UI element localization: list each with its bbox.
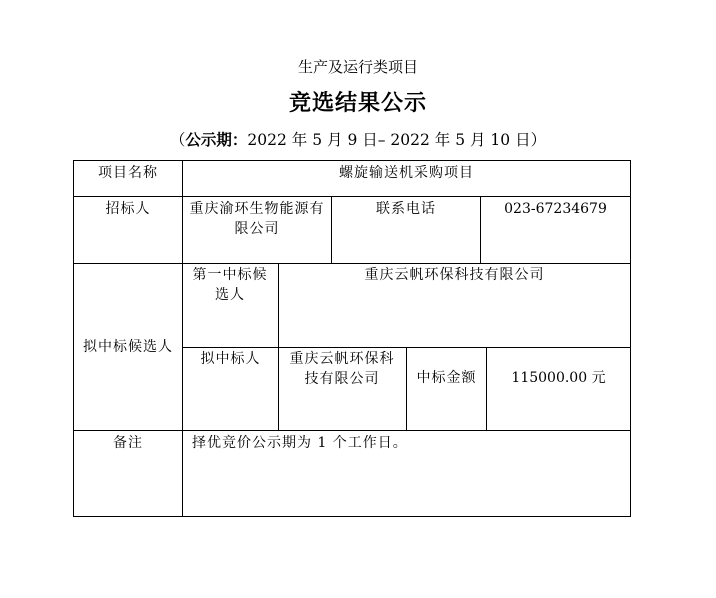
table-rule: [278, 263, 279, 430]
project-category: 生产及运行类项目: [297, 58, 418, 76]
remarks-label: 备注: [113, 435, 143, 451]
winner-value: 重庆云帆环保科技有限公司: [289, 351, 395, 387]
table-border-right: [630, 160, 631, 517]
period-label: 公示期：: [185, 130, 248, 149]
bid-amount-label-text: 中标金额: [416, 370, 477, 386]
bid-amount-label: [407, 348, 486, 408]
tenderer-label: 招标人: [105, 201, 151, 217]
bid-amount-value: [487, 348, 630, 408]
table-rule: [73, 196, 631, 197]
table-border-bottom: [73, 516, 631, 517]
table-border-top: [73, 160, 631, 161]
period-close-paren: ）: [530, 131, 547, 149]
table-rule: [73, 430, 631, 431]
tenderer-value: 重庆渝环生物能源有限公司: [189, 201, 325, 237]
first-candidate-label: 第一中标候选人: [192, 267, 268, 303]
first-candidate-value: 重庆云帆环保科技有限公司: [364, 267, 545, 283]
contact-phone-value: 023-67234679: [504, 201, 607, 217]
bid-amount-value-text: 115000.00 元: [511, 370, 606, 386]
table-rule: [182, 160, 183, 517]
period-value: 2022 年 5 月 9 日– 2022 年 5 月 10 日: [247, 131, 531, 149]
period-open-paren: （: [169, 131, 186, 149]
contact-phone-label: 联系电话: [376, 201, 436, 217]
candidates-label-text: 拟中标候选人: [83, 339, 173, 355]
project-name-value: 螺旋输送机采购项目: [339, 165, 474, 181]
winner-label: 拟中标人: [200, 351, 261, 367]
remarks-value: 择优竞价公示期为 1 个工作日。: [192, 435, 408, 451]
candidates-label: [80, 264, 176, 430]
project-name-label: 项目名称: [98, 165, 158, 181]
document-title: 竞选结果公示: [288, 90, 427, 116]
